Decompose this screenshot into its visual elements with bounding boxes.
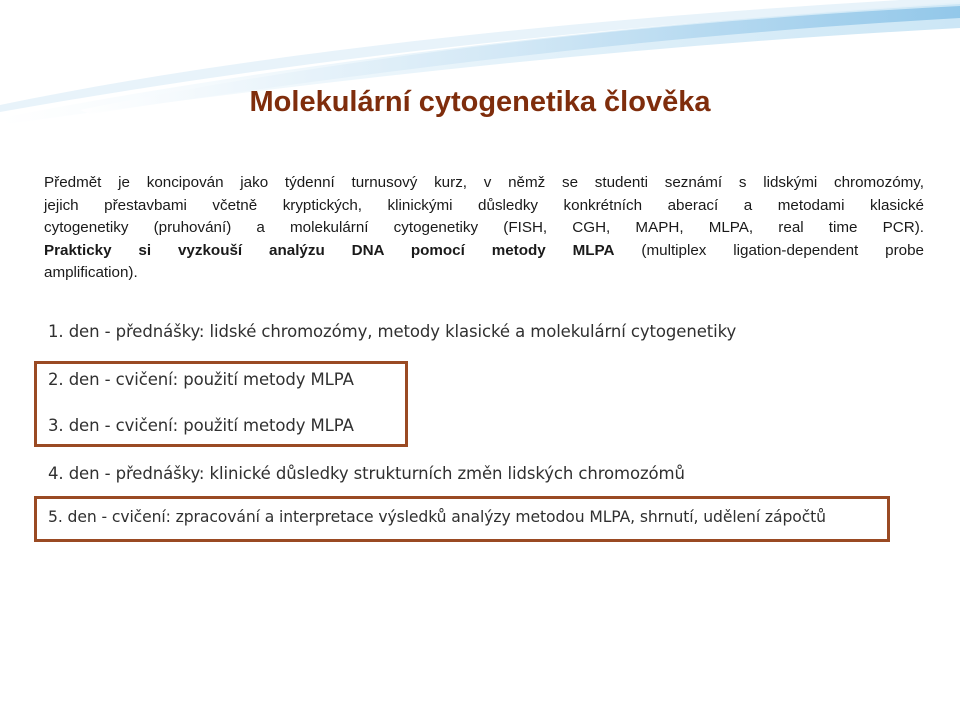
slide-title: Molekulární cytogenetika člověka	[249, 86, 711, 118]
intro-line-2: jejich přestavbami včetně kryptických, klinickými důsledky konkrétních aberací a metodami klasické	[44, 196, 924, 214]
intro-bold-tail: (multiplex ligation-dependent probe	[614, 241, 924, 259]
intro-line-4	[44, 240, 924, 263]
intro-paragraph	[44, 172, 924, 285]
intro-line-3: cytogenetiky (pruhování) a molekulární cytogenetiky (FISH, CGH, MAPH, MLPA, real time PCR).	[44, 219, 924, 236]
intro-line-1: Předmět je koncipován jako týdenní turnusový kurz, v němž se studenti seznámí s lidskými chromozómy,	[44, 174, 924, 191]
course-schedule	[32, 308, 892, 546]
intro-bold-text: Prakticky si vyzkouší analýzu DNA pomocí metody MLPA	[44, 241, 615, 259]
schedule-day-3: 3. den - cvičení: použití metody MLPA	[48, 416, 354, 435]
schedule-day-5: 5. den - cvičení: zpracování a interpretace výsledků analýzy metodou MLPA, shrnutí, udělení zápočtů	[48, 508, 826, 526]
schedule-day-2: 2. den - cvičení: použití metody MLPA	[48, 370, 354, 389]
schedule-day-4: 4. den - přednášky: klinické důsledky strukturních změn lidských chromozómů	[48, 464, 685, 483]
intro-line-5: amplification).	[44, 264, 138, 281]
schedule-day-1: 1. den - přednášky: lidské chromozómy, metody klasické a molekulární cytogenetiky	[48, 322, 737, 341]
